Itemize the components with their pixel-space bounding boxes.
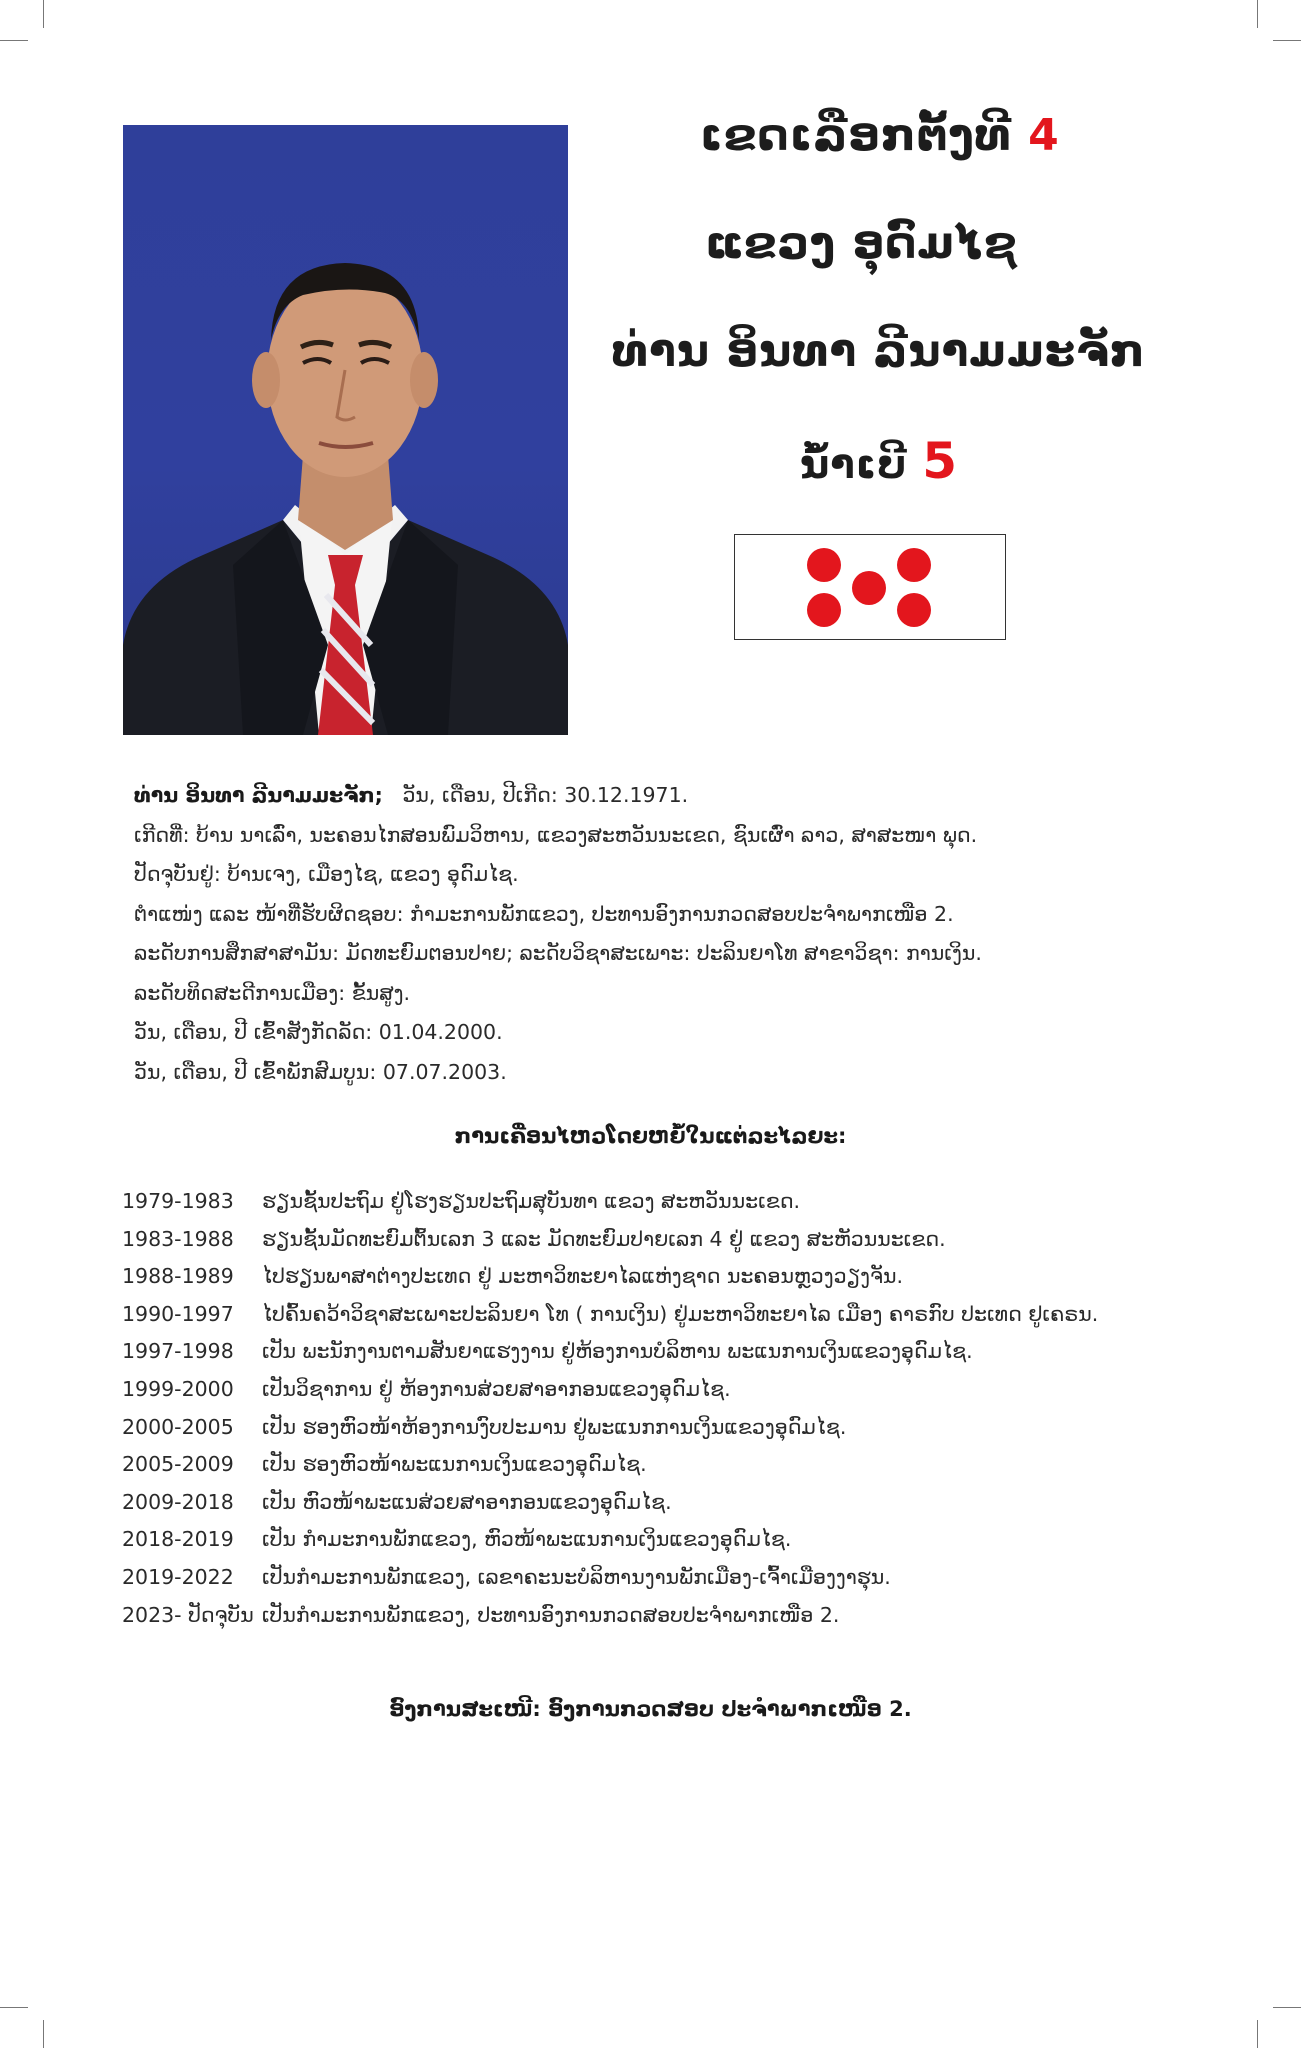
career-years: 2019-2022 <box>122 1564 234 1589</box>
info-dob: ວັນ, ເດືອນ, ປີເກີດ: 30.12.1971. <box>402 783 689 807</box>
career-text: ຮຽນຊັ້ນມັດທະຍົມຕົ້ນເລກ 3 ແລະ ມັດທະຍົມປາຍເລກ 4 ຢູ່ ແຂວງ ສະຫັວນນະເຂດ. <box>262 1226 946 1251</box>
career-text: ເປັນ ຮອງຫົວໜ້າພະແນການເງິນແຂວງອຸດົມໄຊ. <box>262 1452 647 1477</box>
career-row <box>122 1333 1262 1371</box>
career-text: ເປັນກໍາມະການພັກແຂວງ, ປະທານອົງການກວດສອບປະຈໍາພາກເໜືອ 2. <box>261 1602 840 1627</box>
career-row <box>122 1296 1262 1334</box>
info-party-join-date: ວັນ, ເດືອນ, ປີ ເຂົ້າພັກສົມບູນ: 07.07.2003. <box>134 1059 507 1084</box>
crop-mark <box>1273 40 1301 41</box>
portrait-photo <box>123 125 568 735</box>
career-years: 1983-1988 <box>122 1226 234 1251</box>
info-education: ລະດັບການສຶກສາສາມັນ: ມັດທະຍົມຕອນປາຍ; ລະດັບວິຊາສະເພາະ: ປະລິນຍາໂທ ສາຂາວິຊາ: ການເງິນ. <box>134 941 982 965</box>
info-name-dob <box>134 776 1234 816</box>
candidate-number-value: 5 <box>922 432 959 490</box>
career-row <box>122 1559 1262 1597</box>
career-years: 1999-2000 <box>122 1376 234 1401</box>
career-text: ໄປຄົ້ນຄວ້າວິຊາສະເພາະປະລິນຍາ ໂທ ( ການເງິນ) ຢູ່ມະຫາວິທະຍາໄລ ເມືອງ ຄາຣກົບ ປະເທດ ຢູເຄຣນ. <box>262 1301 1099 1326</box>
candidate-number-label: ນໍ້າເບີ <box>800 442 908 488</box>
candidate-number-heading <box>800 432 958 490</box>
career-row <box>122 1221 1262 1259</box>
crop-mark <box>1257 0 1258 28</box>
career-text: ເປັນ ຫົວໜ້າພະແນສ່ວຍສາອາກອນແຂວງອຸດົມໄຊ. <box>262 1489 672 1514</box>
career-text: ໄປຮຽນພາສາຕ່າງປະເທດ ຢູ່ ມະຫາວິທະຍາໄລແຫ່ງຊາດ ນະຄອນຫຼວງວຽງຈັນ. <box>262 1264 903 1289</box>
career-text: ເປັນ ກໍາມະການພັກແຂວງ, ຫົວໜ້າພະແນການເງິນແຂວງອຸດົມໄຊ. <box>262 1527 792 1552</box>
career-years: 2000-2005 <box>122 1414 234 1439</box>
crop-mark <box>1273 2007 1301 2008</box>
crop-mark <box>43 2020 44 2048</box>
career-row <box>122 1597 1262 1635</box>
career-row <box>122 1371 1262 1409</box>
info-org-join-date: ວັນ, ເດືອນ, ປີ ເຂົ້າສັງກັດລັດ: 01.04.2000. <box>134 1020 503 1044</box>
crop-mark <box>0 40 28 41</box>
info-political-theory: ລະດັບທິດສະດີການເມືອງ: ຂັ້ນສູງ. <box>134 980 411 1005</box>
career-text: ເປັນກໍາມະການພັກແຂວງ, ເລຂາຄະນະບໍລິຫານງານພັກເມືອງ-ເຈົ້າເມືອງງາຮຸນ. <box>262 1564 891 1589</box>
personal-info <box>134 776 1234 1092</box>
career-years: 2009-2018 <box>122 1489 234 1514</box>
career-section-title: ການເຄື່ອນໄຫວໂດຍຫຍໍ້ໃນແຕ່ລະໄລຍະ: <box>454 1124 847 1148</box>
crop-mark <box>43 0 44 28</box>
info-position: ຕໍາແໜ່ງ ແລະ ໜ້າທີ່ຮັບຜິດຊອບ: ກໍາມະການພັກແຂວງ, ປະທານອົງການກວດສອບປະຈໍາພາກເໜືອ 2. <box>134 901 954 926</box>
electoral-district-number: 4 <box>1028 110 1060 161</box>
career-years: 2023- ປັດຈຸບັນ <box>122 1602 254 1627</box>
career-years: 1997-1998 <box>122 1339 234 1364</box>
career-years: 2018-2019 <box>122 1527 234 1552</box>
career-text: ເປັນ ຮອງຫົວໜ້າຫ້ອງການງົບປະມານ ຢູ່ພະແນກການເງິນແຂວງອຸດົມໄຊ. <box>262 1414 847 1439</box>
career-text: ເປັນວິຊາການ ຢູ່ ຫ້ອງການສ່ວຍສາອາກອນແຂວງອຸດົມໄຊ. <box>262 1376 731 1401</box>
career-row <box>122 1484 1262 1522</box>
info-residence: ປັດຈຸບັນຢູ່: ບ້ານເຈງ, ເມືອງໄຊ, ແຂວງ ອຸດົມໄຊ. <box>134 862 519 886</box>
nominating-organization: ອົງການສະເໜີ: ອົງການກວດສອບ ປະຈໍາພາກເໜືອ 2. <box>389 1697 912 1721</box>
ballot-symbol-box <box>734 534 1006 640</box>
career-row <box>122 1183 1262 1221</box>
portrait-photo-icon <box>123 125 568 735</box>
career-years: 2005-2009 <box>122 1452 234 1477</box>
info-name: ທ່ານ ອິນທາ ລີນາມມະຈັກ; <box>134 783 383 807</box>
candidate-name-heading: ທ່ານ ອິນທາ ລີນາມມະຈັກ <box>612 326 1146 377</box>
crop-mark <box>0 2007 28 2008</box>
career-row <box>122 1258 1262 1296</box>
career-years: 1979-1983 <box>122 1189 234 1213</box>
career-years: 1988-1989 <box>122 1264 234 1289</box>
career-row <box>122 1409 1262 1447</box>
electoral-district-heading <box>700 110 1060 161</box>
career-row <box>122 1446 1262 1484</box>
career-text: ເປັນ ພະນັກງານຕາມສັນຍາແຮງງານ ຢູ່ຫ້ອງການບໍລິຫານ ພະແນການເງິນແຂວງອຸດົມໄຊ. <box>262 1339 973 1364</box>
info-birthplace: ເກີດທີ່: ບ້ານ ນາເລົ່າ, ນະຄອນໄກສອນພົມວິຫານ, ແຂວງສະຫວັນນະເຂດ, ຊົນເຜົ່າ ລາວ, ສາສະໜາ ພຸດ. <box>134 822 978 847</box>
province-heading: ແຂວງ ອຸດົມໄຊ <box>705 218 1018 269</box>
career-row <box>122 1521 1262 1559</box>
career-list <box>122 1183 1262 1634</box>
career-text: ຮຽນຊັ້ນປະຖົມ ຢູ່ໂຮງຮຽນປະຖົມສຸບັນທາ ແຂວງ ສະຫວັນນະເຂດ. <box>262 1189 801 1213</box>
career-years: 1990-1997 <box>122 1301 234 1326</box>
electoral-district-label: ເຂດເລືອກຕັ້ງທີ <box>700 110 1012 161</box>
crop-mark <box>1257 2020 1258 2048</box>
